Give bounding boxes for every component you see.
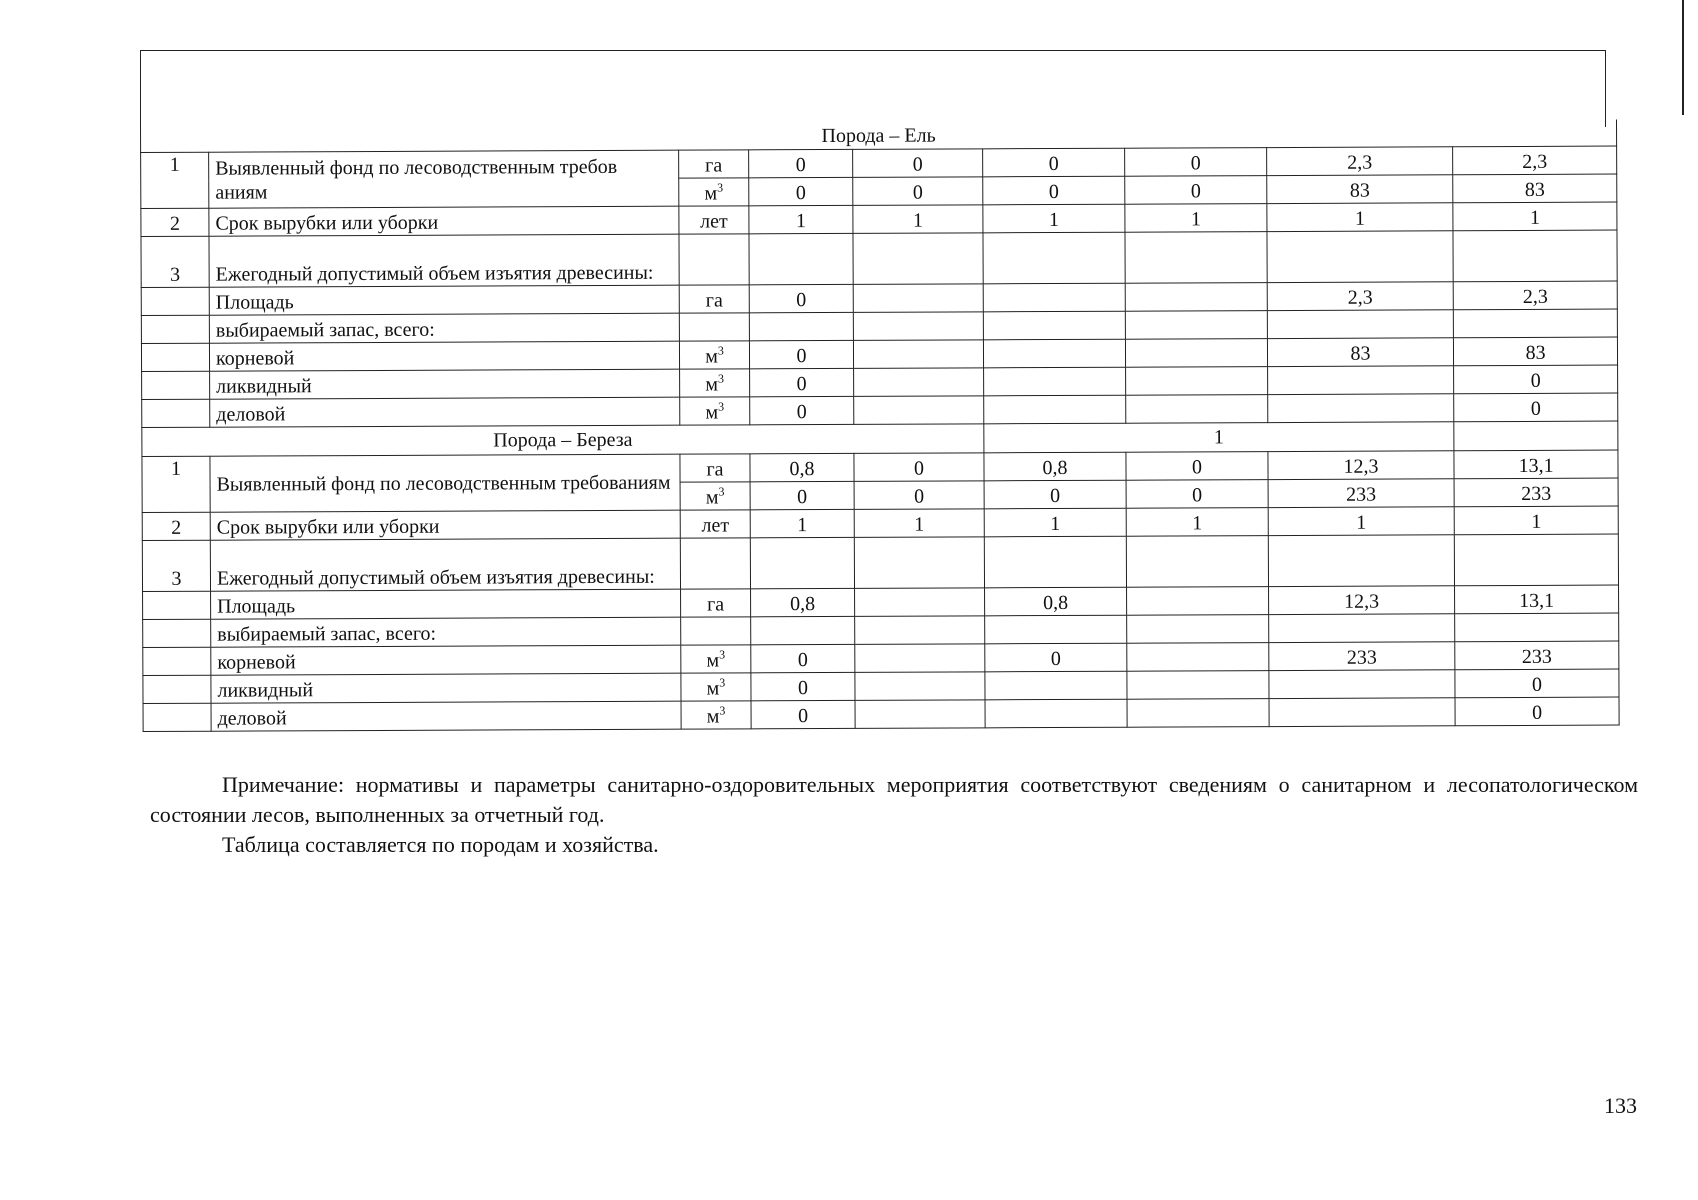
value-cell: 0: [1125, 176, 1267, 205]
value-cell: 0: [984, 480, 1126, 509]
unit-label: м: [706, 649, 720, 672]
value-cell: 13,1: [1454, 450, 1618, 479]
row-label: выбираемый запас, всего:: [211, 617, 681, 647]
unit-cell: [681, 673, 751, 701]
value-cell: 0: [1126, 480, 1268, 509]
value-cell: [855, 616, 985, 645]
value-cell: [983, 339, 1125, 368]
value-cell: 1: [1267, 203, 1453, 232]
unit-superscript: 3: [718, 399, 725, 414]
unit-superscript: 3: [719, 675, 726, 690]
value-cell: 1: [749, 205, 853, 233]
value-cell: 0: [1125, 148, 1267, 177]
value-cell: [1455, 613, 1619, 642]
value-cell: [1125, 283, 1267, 312]
unit-cell: [680, 538, 750, 589]
species-extra: 1: [984, 422, 1454, 453]
value-cell: 0,8: [985, 587, 1127, 616]
value-cell: 83: [1267, 175, 1453, 204]
row-label: Ежегодный допустимый объем изъятия древесины:: [210, 538, 680, 591]
value-cell: 0: [854, 453, 984, 482]
value-cell: [1268, 535, 1454, 587]
unit-superscript: 3: [719, 647, 726, 662]
unit-label: га: [706, 458, 724, 481]
row-number: [143, 619, 211, 647]
value-cell: [854, 396, 984, 425]
value-cell: [984, 536, 1126, 588]
value-cell: [1126, 395, 1268, 424]
unit-superscript: 3: [717, 371, 724, 386]
value-cell: [1127, 671, 1269, 700]
unit-label: м: [706, 677, 720, 700]
value-cell: [984, 367, 1126, 396]
value-cell: [853, 312, 983, 341]
row-label: деловой: [210, 397, 680, 427]
row-number: [143, 591, 211, 619]
row-number: [143, 703, 211, 731]
value-cell: 0: [1454, 393, 1618, 422]
value-cell: [1268, 394, 1454, 423]
value-cell: 233: [1454, 478, 1618, 507]
value-cell: 83: [1453, 174, 1617, 203]
value-cell: 0,8: [750, 453, 854, 481]
row-label: деловой: [211, 701, 681, 731]
unit-superscript: 3: [718, 484, 725, 499]
row-label: Срок вырубки или уборки: [210, 510, 680, 540]
notes-block: [150, 770, 1638, 860]
unit-cell: [679, 313, 749, 341]
value-cell: 0: [749, 149, 853, 177]
value-cell: 0,8: [751, 588, 855, 616]
value-cell: 1: [983, 204, 1125, 233]
table-top-frame: [140, 50, 1606, 127]
value-cell: 0: [750, 396, 854, 424]
value-cell: 0: [750, 481, 854, 509]
value-cell: [854, 537, 984, 589]
value-cell: [985, 671, 1127, 700]
value-cell: [1269, 698, 1455, 727]
value-cell: [1127, 699, 1269, 728]
unit-cell: [679, 178, 749, 206]
value-cell: 0: [749, 340, 853, 368]
value-cell: 0: [985, 643, 1127, 672]
value-cell: [1454, 534, 1618, 586]
unit-cell: [681, 645, 751, 673]
scan-edge-mark: [1682, 0, 1698, 115]
value-cell: [855, 700, 985, 729]
value-cell: 13,1: [1455, 585, 1619, 614]
value-cell: 0: [983, 148, 1125, 177]
row-number: [143, 647, 211, 675]
unit-label: га: [705, 154, 723, 177]
value-cell: [984, 395, 1126, 424]
value-cell: 12,3: [1269, 586, 1455, 615]
value-cell: 0,8: [984, 452, 1126, 481]
unit-cell: [679, 150, 749, 178]
row-label: ликвидный: [210, 369, 680, 399]
value-cell: [855, 644, 985, 673]
unit-cell: [681, 701, 751, 729]
unit-cell: лет: [679, 206, 749, 234]
row-label: Ежегодный допустимый объем изъятия древесины:: [209, 234, 679, 287]
table-row: [141, 230, 1617, 287]
value-cell: [1268, 366, 1454, 395]
value-cell: [749, 233, 853, 284]
unit-superscript: 3: [717, 343, 724, 358]
value-cell: 1: [1454, 506, 1618, 535]
row-label: Площадь: [209, 285, 679, 315]
row-label: корневой: [211, 645, 681, 675]
value-cell: [1454, 421, 1618, 451]
unit-cell: [680, 454, 750, 482]
row-label: Выявленный фонд по лесоводственным требов аниям: [209, 150, 679, 208]
value-cell: 233: [1455, 641, 1619, 670]
value-cell: 83: [1453, 337, 1617, 366]
value-cell: 83: [1267, 338, 1453, 367]
value-cell: [1125, 311, 1267, 340]
row-number: 3: [142, 540, 210, 591]
row-number: 2: [142, 512, 210, 540]
page-number: 133: [1604, 1093, 1637, 1118]
value-cell: 0: [854, 481, 984, 510]
value-cell: [1267, 231, 1453, 283]
value-cell: 233: [1269, 642, 1455, 671]
value-cell: 1: [853, 205, 983, 234]
row-number: 1: [142, 456, 210, 512]
unit-cell: [680, 369, 750, 397]
value-cell: [1453, 309, 1617, 338]
value-cell: 0: [1455, 697, 1619, 726]
value-cell: 1: [854, 509, 984, 538]
value-cell: [750, 537, 854, 588]
value-cell: 1: [1453, 202, 1617, 231]
unit-label: м: [705, 345, 718, 368]
value-cell: 1: [1125, 204, 1267, 233]
value-cell: 0: [1454, 365, 1618, 394]
unit-label: м: [705, 373, 719, 396]
unit-label: га: [705, 289, 723, 312]
species-title: Порода – Ель: [141, 120, 1617, 153]
value-cell: 0: [983, 176, 1125, 205]
value-cell: [749, 312, 853, 340]
value-cell: [1269, 670, 1455, 699]
value-cell: 2,3: [1453, 281, 1617, 310]
value-cell: 1: [1268, 507, 1454, 536]
value-cell: [853, 233, 983, 285]
row-label: Выявленный фонд по лесоводственным требованиям: [210, 454, 680, 512]
unit-cell: [681, 617, 751, 645]
species-title: Порода – Береза: [142, 424, 984, 457]
row-number: [141, 315, 209, 343]
unit-label: м: [706, 705, 720, 728]
value-cell: 0: [1455, 669, 1619, 698]
value-cell: 1: [1126, 508, 1268, 537]
row-number: [141, 287, 209, 315]
value-cell: 0: [751, 644, 855, 672]
value-cell: 0: [750, 368, 854, 396]
unit-cell: [679, 234, 749, 285]
value-cell: [751, 616, 855, 644]
value-cell: 2,3: [1267, 147, 1453, 176]
value-cell: [1269, 614, 1455, 643]
note-paragraph: Примечание: нормативы и параметры санитарно-оздоровительных мероприятия соответствуют сведениям о санитарном и лесопатологическом состоянии лесов, выполненных за отчетный год.: [150, 772, 1638, 827]
value-cell: [855, 588, 985, 617]
unit-superscript: 3: [719, 703, 726, 718]
value-cell: [983, 311, 1125, 340]
value-cell: [853, 284, 983, 313]
value-cell: 2,3: [1267, 282, 1453, 311]
unit-cell: [680, 482, 750, 510]
row-label: ликвидный: [211, 673, 681, 703]
value-cell: 0: [751, 700, 855, 728]
value-cell: 2,3: [1453, 146, 1617, 175]
value-cell: 12,3: [1268, 451, 1454, 480]
unit-cell: [679, 285, 749, 313]
value-cell: [983, 232, 1125, 284]
row-number: [142, 371, 210, 399]
unit-cell: лет: [680, 510, 750, 538]
row-number: [141, 343, 209, 371]
note-paragraph-compilation: Таблица составляется по породам и хозяйства.: [222, 832, 659, 857]
value-cell: [1125, 339, 1267, 368]
value-cell: 0: [749, 177, 853, 205]
value-cell: [854, 368, 984, 397]
value-cell: 233: [1268, 479, 1454, 508]
value-cell: [1127, 615, 1269, 644]
unit-label: м: [705, 486, 719, 509]
value-cell: [1126, 536, 1268, 588]
value-cell: 1: [750, 509, 854, 537]
row-label: корневой: [209, 341, 679, 371]
value-cell: 0: [749, 284, 853, 312]
value-cell: [1453, 230, 1617, 282]
unit-label: м: [705, 401, 719, 424]
unit-cell: [679, 341, 749, 369]
row-label: Срок вырубки или уборки: [209, 206, 679, 236]
table-row: [142, 534, 1618, 591]
row-number: [142, 399, 210, 427]
unit-superscript: 3: [717, 180, 724, 195]
unit-label: га: [706, 593, 725, 616]
row-number: 2: [141, 208, 209, 236]
unit-label: м: [704, 182, 718, 205]
value-cell: [1125, 232, 1267, 284]
value-cell: [1127, 587, 1269, 616]
table-row: [143, 697, 1619, 731]
value-cell: 0: [1126, 452, 1268, 481]
value-cell: 1: [984, 508, 1126, 537]
value-cell: 0: [751, 672, 855, 700]
value-cell: 0: [853, 177, 983, 206]
row-number: 3: [141, 236, 209, 287]
row-label: Площадь: [211, 589, 681, 619]
value-cell: [1127, 643, 1269, 672]
row-number: 1: [141, 152, 209, 208]
value-cell: [983, 283, 1125, 312]
value-cell: [1126, 367, 1268, 396]
forest-measures-table: [140, 120, 1620, 732]
unit-cell: [681, 589, 751, 617]
value-cell: [1267, 310, 1453, 339]
value-cell: [985, 699, 1127, 728]
row-label: выбираемый запас, всего:: [209, 313, 679, 343]
value-cell: 0: [853, 149, 983, 178]
value-cell: [985, 615, 1127, 644]
unit-cell: [680, 397, 750, 425]
value-cell: [855, 672, 985, 701]
row-number: [143, 675, 211, 703]
value-cell: [853, 340, 983, 369]
